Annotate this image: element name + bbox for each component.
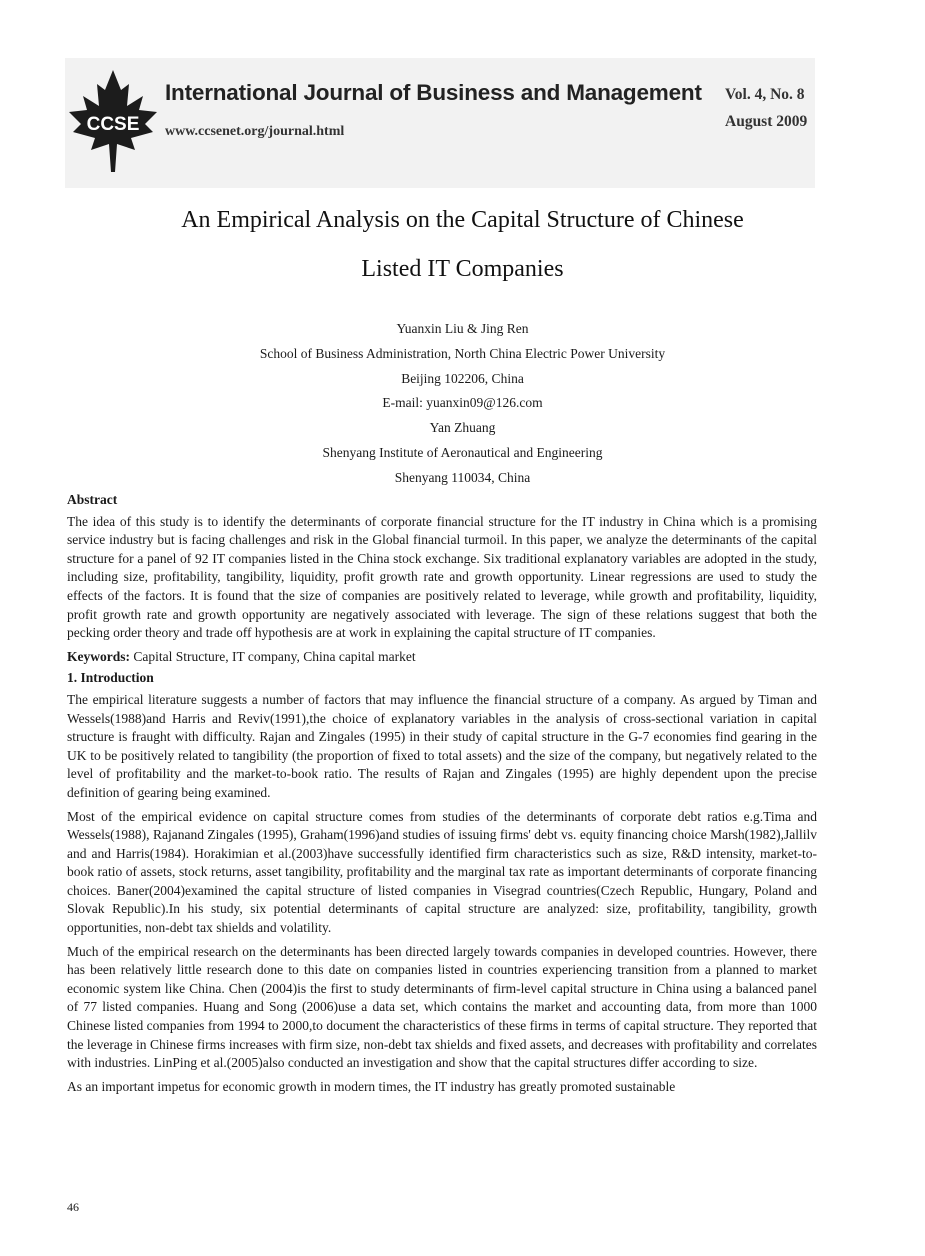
journal-header xyxy=(65,58,815,188)
journal-url[interactable]: www.ccsenet.org/journal.html xyxy=(165,124,345,139)
journal-name: International Journal of Business and Management xyxy=(165,80,702,105)
paragraph: As an important impetus for economic growth in modern times, the IT industry has greatly promoted sustainable xyxy=(67,1078,676,1094)
affiliation-1: School of Business Administration, North China Electric Power University xyxy=(259,345,666,361)
volume-number: Vol. 4, No. 8 xyxy=(725,86,805,103)
paper-title-line2: Listed IT Companies xyxy=(361,256,564,282)
paragraph: Most of the empirical evidence on capital structure comes from studies of the determinants of corporate debt ratios e.g.Tima and Wessels(1988), Rajanand Zingales (1995), Graham(1996)and studies of issuing firms' debt vs. equity financing choice Marsh(1982),Jallilv and and Harris(1984). Horakimian et al.(2003)have successfully identified firm characteristics such as size, R&D intensity, market-to-book ratio of assets, stock returns, asset tangibility, profitability and the marginal tax rate as important determinants of corporate financing choices. Baner(2004)examined the capital structure of listed companies in Visegrad countries(Czech Republic, Hungary, Poland and Slovak Republic).In his study, six potential determinants of capital structure are analyzed: size, profitability, tangibility, growth opportunities, non-debt tax shields and volatility. xyxy=(67,808,817,936)
author-email[interactable]: E-mail: yuanxin09@126.com xyxy=(382,395,543,411)
issue-date: August 2009 xyxy=(725,113,808,130)
section-heading-introduction: 1. Introduction xyxy=(67,670,154,686)
abstract-heading: Abstract xyxy=(67,492,118,507)
keywords-line xyxy=(67,648,817,667)
page-number: 46 xyxy=(67,1200,79,1214)
affiliation-2: Shenyang Institute of Aeronautical and Engineering xyxy=(322,444,603,460)
paragraph: The empirical literature suggests a number of factors that may influence the financial structure of a company. As argued by Timan and Wessels(1988)and Harris and Reviv(1991),the choice of explanatory variables in the analysis of cross-sectional variation in capital structure is fraught with difficulty. Rajan and Zingales (1995) in their study of capital structure in the G-7 economies find gearing in the UK to be positively related to tangibility (the proportion of fixed to total assets) and the size of the company, but negatively related to the level of profitability and the market-to-book ratio. The results of Rajan and Zingales (1995) are highly dependent upon the precise definition of gearing being examined. xyxy=(67,691,817,800)
address-1: Beijing 102206, China xyxy=(401,370,524,386)
author-names-2: Yan Zhuang xyxy=(429,420,496,436)
paper-body xyxy=(67,491,817,1101)
maple-leaf-logo-icon xyxy=(65,66,161,176)
abstract-text: The idea of this study is to identify the determinants of corporate financial structure for the IT industry in China which is a promising service industry but is facing challenges and risk in the Global financial turmoil. In this paper, we analyze the determinants of the capital structure for a panel of 92 IT companies listed in the China stock exchange. Six traditional explanatory variables are adopted in the study, including size, profitability, tangibility, liquidity, profit growth rate and growth opportunity. Linear regressions are used to study the effects of the factors. It is found that the size of companies are positively related to leverage, while growth and profitability, liquidity, profit growth rate and growth opportunity are negatively associated with leverage. The sign of these relations suggest that both the pecking order theory and trade off hypothesis are at work in explaining the capital structure of IT companies. xyxy=(67,513,817,641)
keywords-label: Keywords: xyxy=(67,648,130,664)
paper-title-line1: An Empirical Analysis on the Capital Structure of Chinese xyxy=(181,207,744,233)
author-names-1: Yuanxin Liu & Jing Ren xyxy=(396,321,529,336)
logo-text: CCSE xyxy=(86,114,140,135)
paragraph: Much of the empirical research on the determinants has been directed largely towards companies in developed countries. However, there has been relatively little research done to this date on companies listed in countries experiencing transition from a planned to market economic system like China. Chen (2004)is the first to study determinants of firm-level capital structure in China using a balanced panel of 77 listed companies. Huang and Song (2006)use a data set, which contains the market and accounting data, from more than 1000 Chinese listed companies from 1994 to 2000,to document the characteristics of these firms in terms of capital structure. They reported that the leverage in Chinese firms increases with firm size, non-debt tax shields and fixed assets, and decreases with profitability and correlates with industries. LinPing et al.(2005)also conducted an investigation and show that the capital structures differ according to size. xyxy=(67,943,817,1071)
keywords-text: Capital Structure, IT company, China capital market xyxy=(130,648,416,664)
author-block xyxy=(0,317,925,491)
address-2: Shenyang 110034, China xyxy=(394,469,531,485)
